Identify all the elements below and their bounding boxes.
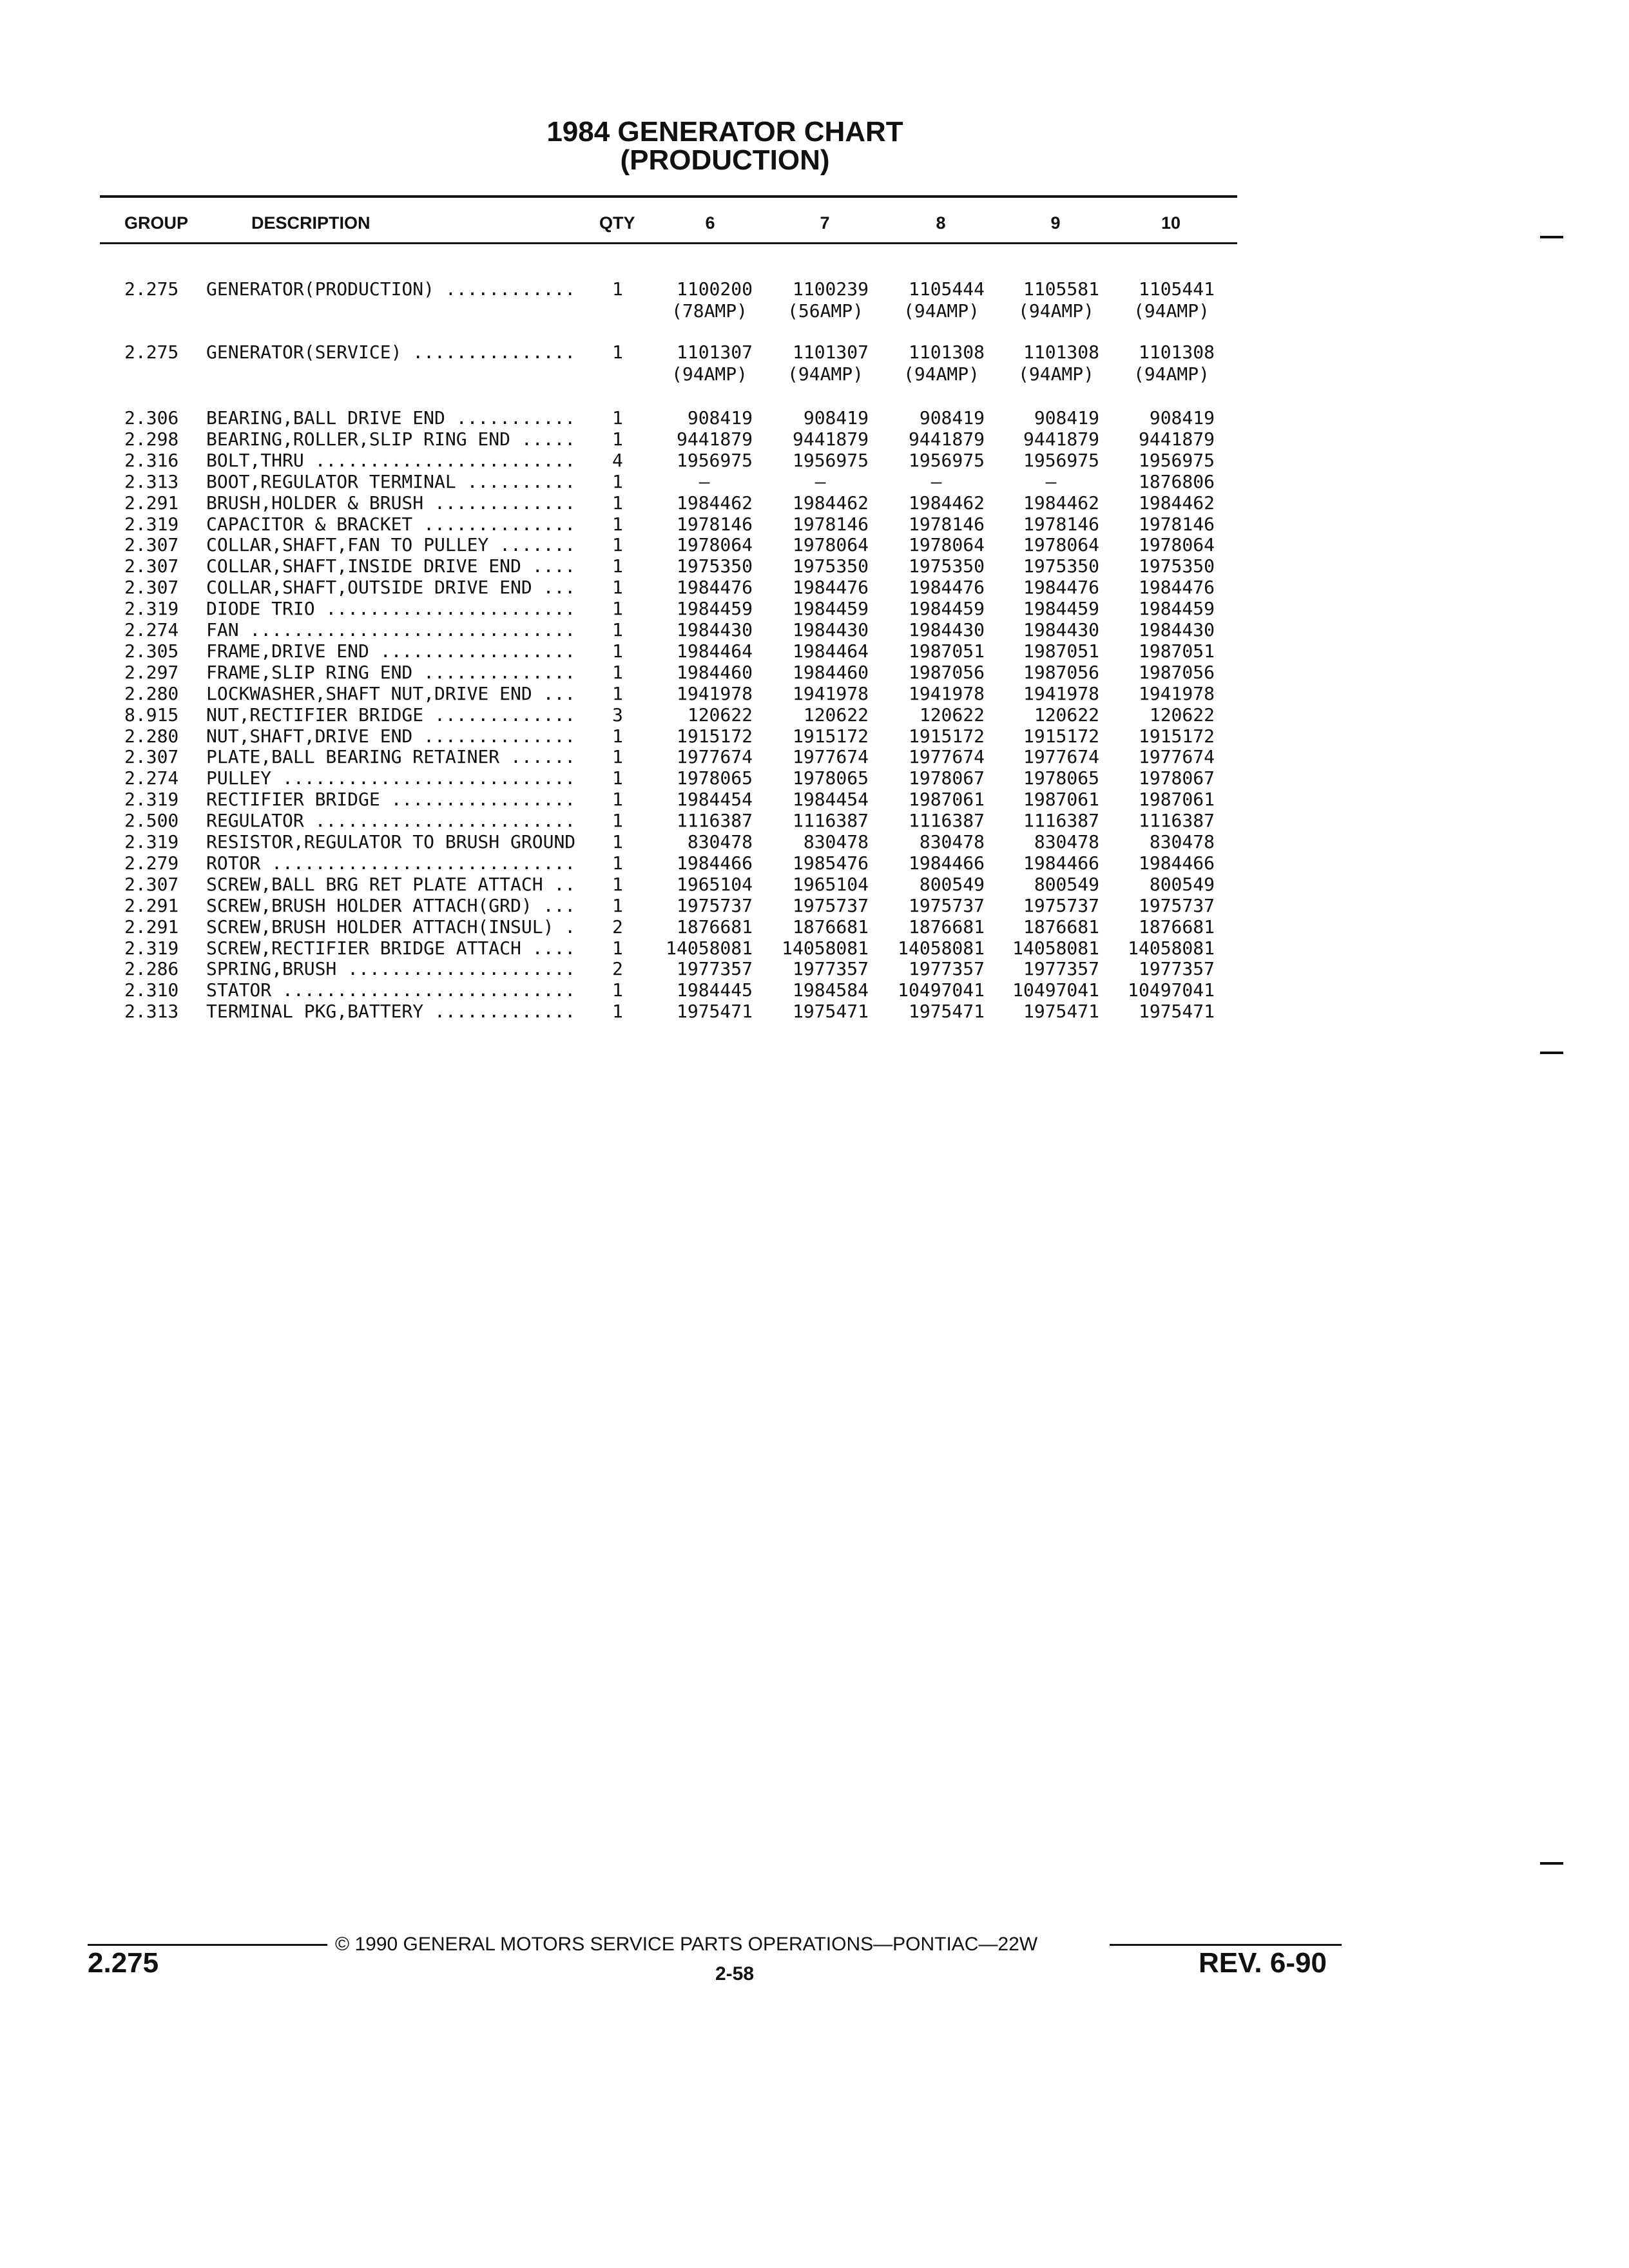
qty-cell: 1 [612,852,623,874]
part-number-cell: 1978067 [1138,767,1215,789]
group-cell: 2.305 [124,640,179,662]
amperage-cell: (94AMP) [1018,300,1095,322]
part-number-cell: 1978065 [792,767,869,789]
part-number-cell: 1984459 [792,598,869,619]
qty-cell: 1 [612,428,623,450]
group-cell: 2.313 [124,471,179,492]
qty-cell: 1 [612,534,623,555]
part-number-cell: 1101307 [792,341,869,363]
description-cell: DIODE TRIO ....................... [206,598,576,619]
part-number-cell: 14058081 [898,937,985,959]
group-cell: 2.275 [124,278,179,300]
part-number-cell: 14058081 [1128,937,1215,959]
part-number-cell: 9441879 [676,428,753,450]
description-cell: SCREW,BALL BRG RET PLATE ATTACH .. [206,874,576,895]
part-number-cell: 1984476 [792,577,869,598]
group-cell: 2.279 [124,852,179,874]
part-number-cell: 1956975 [1138,450,1215,471]
part-number-cell: 1941978 [908,683,985,704]
qty-cell: 1 [612,555,623,577]
part-number-cell: 1941978 [676,683,753,704]
part-number-cell: 1116387 [1138,810,1215,831]
part-number-cell: 14058081 [782,937,869,959]
description-cell: REGULATOR ........................ [206,810,576,831]
part-number-cell: 1978146 [1138,514,1215,535]
part-number-cell: — [1045,471,1057,492]
part-number-cell: 1984466 [1138,852,1215,874]
part-number-cell: 830478 [1149,831,1215,852]
description-cell: COLLAR,SHAFT,FAN TO PULLEY ....... [206,534,576,555]
column-header-qty: QTY [599,213,635,233]
part-number-cell: 1978064 [908,534,985,555]
group-cell: 2.306 [124,407,179,428]
part-number-cell: 1984430 [676,619,753,640]
part-number-cell: 1977357 [1023,958,1099,979]
part-number-cell: 1984430 [1023,619,1099,640]
qty-cell: 1 [612,683,623,704]
part-number-cell: 1987056 [1023,662,1099,683]
group-cell: 2.274 [124,767,179,789]
qty-cell: 1 [612,874,623,895]
part-number-cell: 1100239 [792,278,869,300]
qty-cell: 1 [612,726,623,747]
part-number-cell: 1987051 [908,640,985,662]
part-number-cell: 1975471 [676,1001,753,1022]
group-cell: 2.280 [124,683,179,704]
part-number-cell: 908419 [919,407,985,428]
footer-rule-right [1110,1944,1342,1946]
part-number-cell: 1975350 [1023,555,1099,577]
part-number-cell: 1956975 [908,450,985,471]
qty-cell: 1 [612,1001,623,1022]
group-cell: 2.307 [124,746,179,767]
column-header-model-6: 6 [705,213,715,233]
column-header-model-10: 10 [1161,213,1181,233]
part-number-cell: 1984430 [1138,619,1215,640]
part-number-cell: 1975471 [1138,1001,1215,1022]
part-number-cell: 1975471 [908,1001,985,1022]
amperage-cell: (56AMP) [787,300,864,322]
part-number-cell: 1984459 [1023,598,1099,619]
part-number-cell: 1100200 [676,278,753,300]
part-number-cell: 1975350 [792,555,869,577]
part-number-cell: 1105444 [908,278,985,300]
part-number-cell: 9441879 [908,428,985,450]
qty-cell: 1 [612,598,623,619]
part-number-cell: 1941978 [792,683,869,704]
part-number-cell: 1977674 [1023,746,1099,767]
description-cell: SPRING,BRUSH ..................... [206,958,576,979]
part-number-cell: 1978064 [1023,534,1099,555]
description-cell: SCREW,BRUSH HOLDER ATTACH(GRD) ... [206,895,576,916]
description-cell: SCREW,RECTIFIER BRIDGE ATTACH .... [206,937,576,959]
part-number-cell: 1984459 [1138,598,1215,619]
page-subtitle: (PRODUCTION) [620,144,830,176]
part-number-cell: 1975737 [908,895,985,916]
part-number-cell: 1977674 [908,746,985,767]
description-cell: BOLT,THRU ........................ [206,450,576,471]
part-number-cell: 830478 [803,831,869,852]
group-cell: 2.319 [124,831,179,852]
description-cell: RECTIFIER BRIDGE ................. [206,789,576,810]
group-cell: 2.307 [124,874,179,895]
part-number-cell: 1876681 [792,916,869,937]
part-number-cell: 1977674 [676,746,753,767]
part-number-cell: 9441879 [1138,428,1215,450]
table-header-rule [100,242,1237,244]
section-number: 2.275 [88,1947,159,1979]
part-number-cell: 908419 [803,407,869,428]
description-cell: GENERATOR(PRODUCTION) ............ [206,278,576,300]
group-cell: 2.313 [124,1001,179,1022]
description-cell: LOCKWASHER,SHAFT NUT,DRIVE END ... [206,683,576,704]
part-number-cell: 1984460 [792,662,869,683]
part-number-cell: 908419 [687,407,753,428]
description-cell: COLLAR,SHAFT,OUTSIDE DRIVE END ... [206,577,576,598]
part-number-cell: 1876681 [1138,916,1215,937]
part-number-cell: 1984476 [1023,577,1099,598]
part-number-cell: 1984584 [792,979,869,1001]
part-number-cell: 1101307 [676,341,753,363]
page-number: 2-58 [715,1963,755,1984]
copyright-notice: © 1990 GENERAL MOTORS SERVICE PARTS OPERATIONS—PONTIAC—22W [335,1934,1038,1955]
description-cell: BOOT,REGULATOR TERMINAL .......... [206,471,576,492]
qty-cell: 1 [612,492,623,514]
qty-cell: 1 [612,789,623,810]
qty-cell: 1 [612,341,623,363]
part-number-cell: 1975737 [1138,895,1215,916]
description-cell: FRAME,DRIVE END .................. [206,640,576,662]
part-number-cell: 1941978 [1138,683,1215,704]
part-number-cell: 1987061 [908,789,985,810]
part-number-cell: 1984466 [1023,852,1099,874]
part-number-cell: 1984464 [792,640,869,662]
group-cell: 2.307 [124,555,179,577]
part-number-cell: 1978065 [676,767,753,789]
description-cell: BEARING,BALL DRIVE END ........... [206,407,576,428]
qty-cell: 2 [612,916,623,937]
part-number-cell: 1116387 [676,810,753,831]
group-cell: 2.319 [124,598,179,619]
part-number-cell: 1965104 [792,874,869,895]
part-number-cell: 1116387 [908,810,985,831]
qty-cell: 1 [612,767,623,789]
description-cell: FRAME,SLIP RING END .............. [206,662,576,683]
qty-cell: 1 [612,746,623,767]
part-number-cell: 1984462 [1138,492,1215,514]
part-number-cell: 1984464 [676,640,753,662]
part-number-cell: 830478 [919,831,985,852]
part-number-cell: 1978067 [908,767,985,789]
amperage-cell: (94AMP) [1018,363,1095,385]
part-number-cell: 908419 [1149,407,1215,428]
part-number-cell: 1984459 [908,598,985,619]
part-number-cell: 1978064 [792,534,869,555]
description-cell: SCREW,BRUSH HOLDER ATTACH(INSUL) . [206,916,576,937]
group-cell: 2.307 [124,534,179,555]
part-number-cell: 1984462 [908,492,985,514]
group-cell: 8.915 [124,704,179,726]
part-number-cell: 1984476 [676,577,753,598]
part-number-cell: — [930,471,942,492]
part-number-cell: 1975737 [792,895,869,916]
part-number-cell: 1978065 [1023,767,1099,789]
description-cell: ROTOR ............................ [206,852,576,874]
group-cell: 2.275 [124,341,179,363]
part-number-cell: 1975350 [1138,555,1215,577]
part-number-cell: 1978064 [676,534,753,555]
qty-cell: 1 [612,895,623,916]
part-number-cell: 830478 [1034,831,1099,852]
part-number-cell: 1956975 [1023,450,1099,471]
group-cell: 2.319 [124,514,179,535]
part-number-cell: 1984476 [908,577,985,598]
part-number-cell: 1975737 [676,895,753,916]
part-number-cell: 1915172 [676,726,753,747]
part-number-cell: 1978146 [908,514,985,535]
part-number-cell: 1977357 [676,958,753,979]
part-number-cell: 1975471 [792,1001,869,1022]
qty-cell: 1 [612,514,623,535]
amperage-cell: (94AMP) [671,363,748,385]
margin-mark [1540,1052,1563,1054]
part-number-cell: 14058081 [1012,937,1099,959]
qty-cell: 1 [612,619,623,640]
qty-cell: 2 [612,958,623,979]
qty-cell: 3 [612,704,623,726]
description-cell: PLATE,BALL BEARING RETAINER ...... [206,746,576,767]
part-number-cell: 1956975 [676,450,753,471]
part-number-cell: 1984462 [1023,492,1099,514]
part-number-cell: 1915172 [792,726,869,747]
part-number-cell: 1987056 [1138,662,1215,683]
qty-cell: 1 [612,979,623,1001]
part-number-cell: 1876681 [908,916,985,937]
table-top-rule [100,195,1237,198]
part-number-cell: 9441879 [1023,428,1099,450]
part-number-cell: 1876681 [676,916,753,937]
revision: REV. 6-90 [1199,1947,1327,1979]
margin-mark [1540,1862,1563,1865]
part-number-cell: 800549 [1034,874,1099,895]
description-cell: PULLEY ........................... [206,767,576,789]
group-cell: 2.500 [124,810,179,831]
part-number-cell: 1987051 [1023,640,1099,662]
part-number-cell: 1984466 [908,852,985,874]
description-cell: NUT,SHAFT,DRIVE END .............. [206,726,576,747]
part-number-cell: 908419 [1034,407,1099,428]
qty-cell: 1 [612,407,623,428]
part-number-cell: 1984460 [676,662,753,683]
part-number-cell: 1984462 [676,492,753,514]
part-number-cell: 1985476 [792,852,869,874]
part-number-cell: 1987051 [1138,640,1215,662]
column-header-group: GROUP [124,213,189,233]
part-number-cell: 1984445 [676,979,753,1001]
part-number-cell: 1978146 [792,514,869,535]
group-cell: 2.310 [124,979,179,1001]
part-number-cell: 120622 [1034,704,1099,726]
part-number-cell: 1977357 [1138,958,1215,979]
qty-cell: 1 [612,831,623,852]
description-cell: RESISTOR,REGULATOR TO BRUSH GROUND [206,831,576,852]
page-title: 1984 GENERATOR CHART [546,116,903,148]
description-cell: TERMINAL PKG,BATTERY ............. [206,1001,576,1022]
part-number-cell: 10497041 [1012,979,1099,1001]
group-cell: 2.291 [124,492,179,514]
qty-cell: 1 [612,577,623,598]
part-number-cell: 1978146 [1023,514,1099,535]
part-number-cell: 1965104 [676,874,753,895]
part-number-cell: 1956975 [792,450,869,471]
part-number-cell: 14058081 [666,937,753,959]
part-number-cell: 800549 [1149,874,1215,895]
group-cell: 2.316 [124,450,179,471]
part-number-cell: 120622 [1149,704,1215,726]
part-number-cell: 1876681 [1023,916,1099,937]
part-number-cell: 1915172 [1138,726,1215,747]
part-number-cell: 1984454 [792,789,869,810]
qty-cell: 1 [612,640,623,662]
part-number-cell: 1977674 [1138,746,1215,767]
part-number-cell: 1101308 [1023,341,1099,363]
description-cell: GENERATOR(SERVICE) ............... [206,341,576,363]
qty-cell: 1 [612,471,623,492]
part-number-cell: — [815,471,826,492]
description-cell: STATOR ........................... [206,979,576,1001]
part-number-cell: 1975471 [1023,1001,1099,1022]
description-cell: CAPACITOR & BRACKET .............. [206,514,576,535]
part-number-cell: 120622 [919,704,985,726]
part-number-cell: 1116387 [792,810,869,831]
part-number-cell: 1978064 [1138,534,1215,555]
part-number-cell: 1105581 [1023,278,1099,300]
part-number-cell: — [699,471,710,492]
part-number-cell: 120622 [803,704,869,726]
description-cell: BEARING,ROLLER,SLIP RING END ..... [206,428,576,450]
description-cell: NUT,RECTIFIER BRIDGE ............. [206,704,576,726]
part-number-cell: 1977357 [908,958,985,979]
part-number-cell: 1987061 [1023,789,1099,810]
part-number-cell: 1984430 [908,619,985,640]
part-number-cell: 1101308 [1138,341,1215,363]
part-number-cell: 830478 [687,831,753,852]
part-number-cell: 1984476 [1138,577,1215,598]
part-number-cell: 1978146 [676,514,753,535]
description-cell: BRUSH,HOLDER & BRUSH ............. [206,492,576,514]
qty-cell: 1 [612,278,623,300]
part-number-cell: 1977674 [792,746,869,767]
part-number-cell: 1915172 [1023,726,1099,747]
amperage-cell: (94AMP) [1133,363,1210,385]
part-number-cell: 1975350 [908,555,985,577]
group-cell: 2.319 [124,789,179,810]
margin-mark [1540,236,1563,238]
part-number-cell: 1987056 [908,662,985,683]
part-number-cell: 1984462 [792,492,869,514]
description-cell: FAN .............................. [206,619,576,640]
amperage-cell: (78AMP) [671,300,748,322]
footer-rule-left [88,1944,327,1946]
part-number-cell: 1975350 [676,555,753,577]
column-header-model-8: 8 [936,213,946,233]
part-number-cell: 1915172 [908,726,985,747]
group-cell: 2.280 [124,726,179,747]
column-header-model-9: 9 [1050,213,1061,233]
part-number-cell: 1105441 [1138,278,1215,300]
group-cell: 2.298 [124,428,179,450]
group-cell: 2.274 [124,619,179,640]
amperage-cell: (94AMP) [903,300,980,322]
part-number-cell: 1975737 [1023,895,1099,916]
part-number-cell: 10497041 [1128,979,1215,1001]
group-cell: 2.297 [124,662,179,683]
amperage-cell: (94AMP) [903,363,980,385]
part-number-cell: 1984454 [676,789,753,810]
part-number-cell: 1116387 [1023,810,1099,831]
qty-cell: 4 [612,450,623,471]
qty-cell: 1 [612,937,623,959]
part-number-cell: 1876806 [1138,471,1215,492]
part-number-cell: 120622 [687,704,753,726]
part-number-cell: 800549 [919,874,985,895]
part-number-cell: 1987061 [1138,789,1215,810]
part-number-cell: 1984430 [792,619,869,640]
group-cell: 2.319 [124,937,179,959]
amperage-cell: (94AMP) [1133,300,1210,322]
part-number-cell: 1977357 [792,958,869,979]
part-number-cell: 1984466 [676,852,753,874]
qty-cell: 1 [612,662,623,683]
amperage-cell: (94AMP) [787,363,864,385]
group-cell: 2.291 [124,916,179,937]
part-number-cell: 10497041 [898,979,985,1001]
group-cell: 2.307 [124,577,179,598]
group-cell: 2.291 [124,895,179,916]
description-cell: COLLAR,SHAFT,INSIDE DRIVE END .... [206,555,576,577]
part-number-cell: 1941978 [1023,683,1099,704]
group-cell: 2.286 [124,958,179,979]
qty-cell: 1 [612,810,623,831]
part-number-cell: 9441879 [792,428,869,450]
column-header-model-7: 7 [820,213,830,233]
part-number-cell: 1101308 [908,341,985,363]
part-number-cell: 1984459 [676,598,753,619]
column-header-description: DESCRIPTION [251,213,371,233]
